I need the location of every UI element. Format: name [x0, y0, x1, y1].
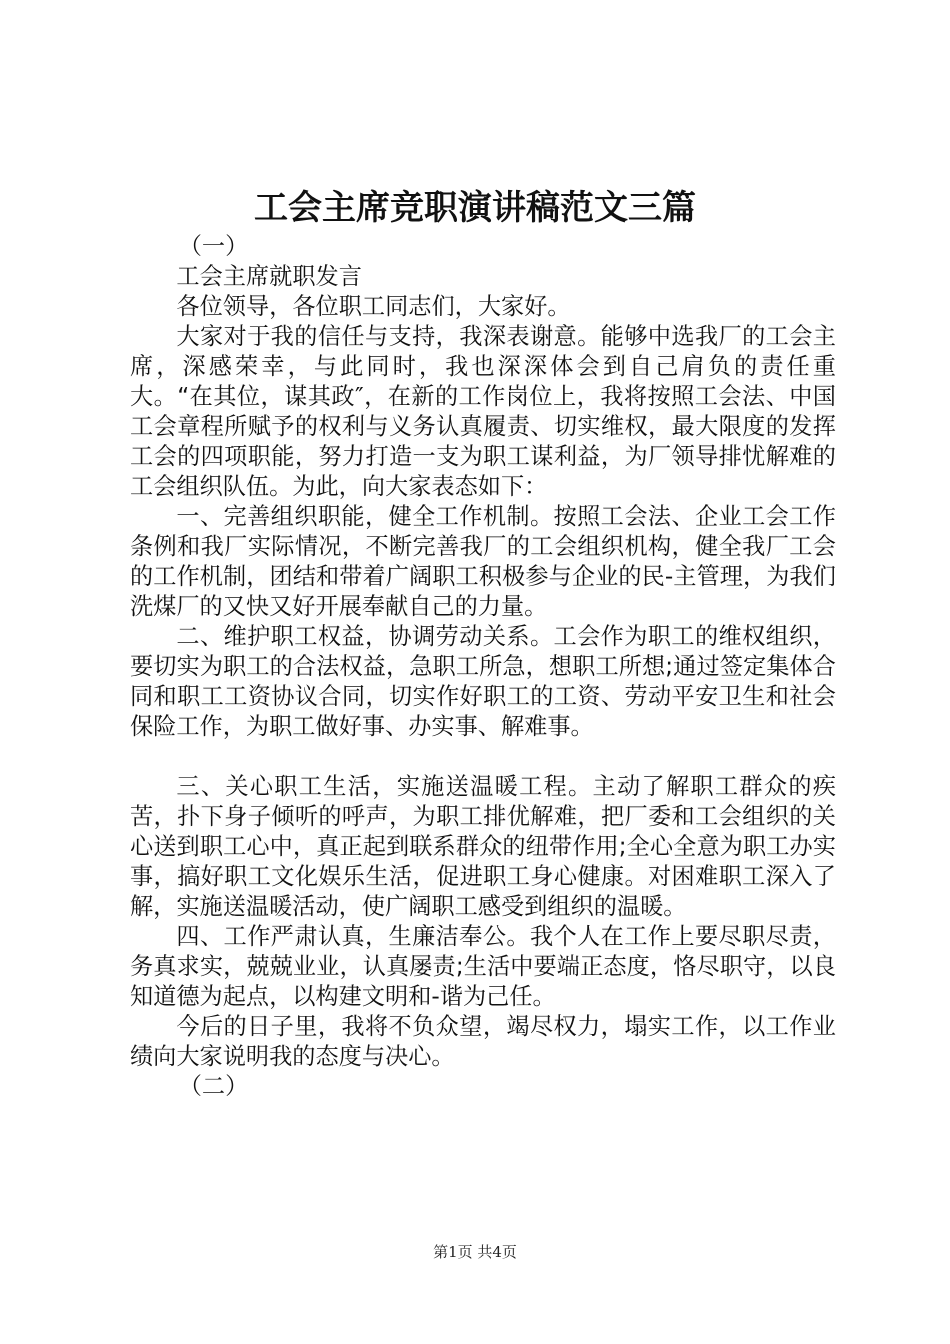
point-3-paragraph: 三、关心职工生活，实施送温暖工程。主动了解职工群众的疾苦，扑下身子倾听的呼声，为职工排优解难，把厂委和工会组织的关心送到职工心中，真正起到联系群众的纽带作用;全心全意为职工办实事，搞好职工文化娱乐生活，促进职工身心健康。对困难职工深入了解，实施送温暖活动，使广阔职工感受到组织的温暖。	[130, 773, 836, 920]
point-4-paragraph: 四、工作严肃认真，生廉洁奉公。我个人在工作上要尽职尽责，务真求实，兢兢业业，认真屡责;生活中要端正态度，恪尽职守，以良知道德为起点，以构建文明和-谐为己任。	[130, 923, 836, 1010]
speech-heading: 工会主席就职发言	[176, 263, 362, 290]
point-1-paragraph: 一、完善组织职能，健全工作机制。按照工会法、企业工会工作条例和我厂实际情况，不断完善我厂的工会组织机构，健全我厂工会的工作机制，团结和带着广阔职工积极参与企业的民-主管理，为我们洗煤厂的又快又好开展奉献自己的力量。	[130, 503, 836, 620]
closing-paragraph: 今后的日子里，我将不负众望，竭尽权力，塌实工作，以工作业绩向大家说明我的态度与决心。	[130, 1013, 836, 1070]
document-title: 工会主席竞职演讲稿范文三篇	[254, 188, 696, 228]
intro-paragraph: 大家对于我的信任与支持，我深表谢意。能够中选我厂的工会主席，深感荣幸，与此同时，我也深深体会到自己肩负的责任重大。“在其位，谋其政″，在新的工作岗位上，我将按照工会法、中国工会章程所赋予的权利与义务认真履责、切实维权，最大限度的发挥工会的四项职能，努力打造一支为职工谋利益，为厂领导排忧解难的工会组织队伍。为此，向大家表态如下：	[130, 323, 836, 500]
page-footer: 第1页 共4页	[433, 1243, 517, 1261]
point-2-paragraph: 二、维护职工权益，协调劳动关系。工会作为职工的维权组织，要切实为职工的合法权益，急职工所急，想职工所想;通过签定集体合同和职工工资协议合同，切实作好职工的工资、劳动平安卫生和社会保险工作，为职工做好事、办实事、解难事。	[130, 623, 836, 740]
document-body	[130, 232, 836, 1102]
section-marker-1: （一）	[178, 233, 249, 260]
section-marker-2: （二）	[178, 1073, 249, 1100]
greeting-paragraph: 各位领导，各位职工同志们，大家好。	[176, 293, 571, 320]
